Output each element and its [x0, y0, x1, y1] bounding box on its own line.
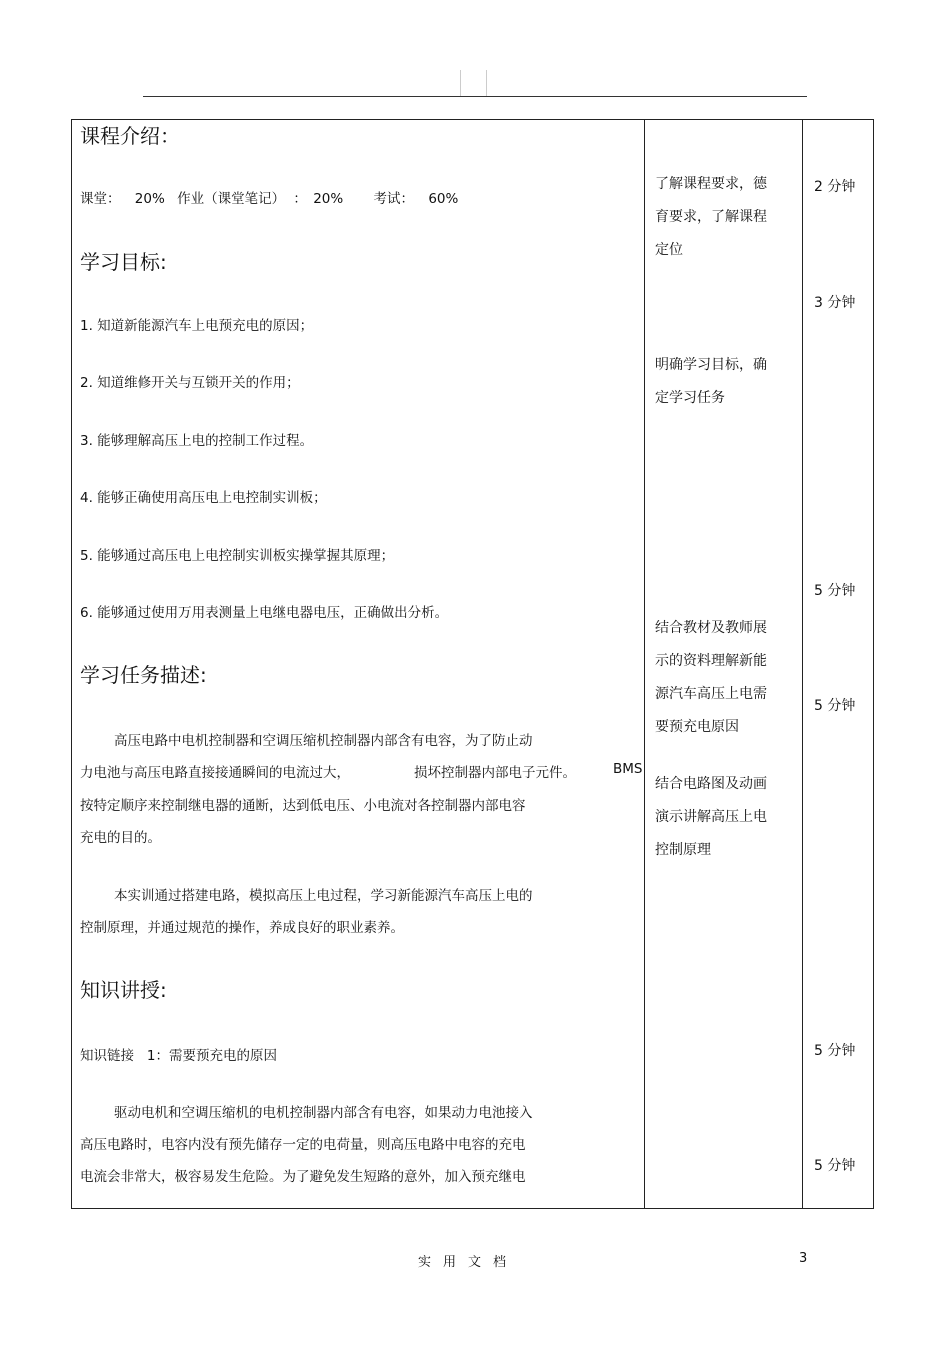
grading-line	[80, 187, 458, 207]
side-note-line: 定学习任务	[655, 390, 725, 406]
grading-exam-pct: 60%	[428, 191, 459, 207]
task-paragraph-line: 控制原理，并通过规范的操作，养成良好的职业素养。	[80, 920, 404, 936]
side-note-learning-goals	[655, 349, 767, 415]
side-note-line: 定位	[655, 242, 683, 258]
side-note-line: 结合教材及教师展	[655, 620, 767, 636]
page-number: 3	[799, 1251, 808, 1266]
objective-item: 2. 知道维修开关与互锁开关的作用；	[80, 375, 300, 391]
side-note-course-requirements	[655, 168, 767, 267]
grading-exam-label: 考试：	[373, 191, 415, 207]
time-allocation: 5 分钟	[814, 698, 856, 714]
course-heading: 课程介绍：	[80, 124, 180, 148]
task-paragraph-line: 损坏控制器内部电子元件。	[414, 765, 576, 781]
task-paragraph-line: 按特定顺序来控制继电器的通断，达到低电压、小电流对各控制器内部电容	[80, 798, 526, 814]
grading-colon: ：	[293, 191, 307, 207]
side-note-line: 控制原理	[655, 842, 711, 858]
task-paragraph-line: 力电池与高压电路直接接通瞬间的电流过大，	[80, 765, 350, 781]
time-allocation: 3 分钟	[814, 295, 856, 311]
header-mark-left	[460, 70, 461, 96]
task-paragraph-bms: BMS	[613, 761, 643, 777]
side-note-precharge-reason	[655, 612, 767, 744]
task-paragraph-line: 充电的目的。	[80, 830, 161, 846]
time-allocation: 5 分钟	[814, 1043, 856, 1059]
grading-hw-label: 作业（课堂笔记）	[177, 191, 286, 207]
knowledge-paragraph-line: 高压电路时，电容内没有预先储存一定的电荷量，则高压电路中电容的充电	[80, 1137, 526, 1153]
time-allocation: 5 分钟	[814, 583, 856, 599]
side-note-line: 演示讲解高压上电	[655, 809, 767, 825]
header-rule	[143, 96, 807, 97]
side-note-line: 源汽车高压上电需	[655, 686, 767, 702]
column-divider-2	[802, 119, 803, 1209]
side-note-line: 示的资料理解新能	[655, 653, 767, 669]
objective-item: 3. 能够理解高压上电的控制工作过程。	[80, 433, 314, 449]
side-note-line: 明确学习目标，确	[655, 357, 767, 373]
task-heading: 学习任务描述:	[80, 663, 207, 687]
grading-hw-pct: 20%	[313, 191, 344, 207]
side-note-line: 育要求，了解课程	[655, 209, 767, 225]
grading-class-pct: 20%	[134, 191, 165, 207]
objective-item: 5. 能够通过高压电上电控制实训板实操掌握其原理；	[80, 548, 395, 564]
objective-item: 4. 能够正确使用高压电上电控制实训板；	[80, 490, 327, 506]
task-paragraph-line: 高压电路中电机控制器和空调压缩机控制器内部含有电容，为了防止动	[114, 733, 533, 749]
side-note-line: 要预充电原因	[655, 719, 739, 735]
header-mark-right	[486, 70, 487, 96]
task-paragraph-line: 本实训通过搭建电路，模拟高压上电过程，学习新能源汽车高压上电的	[114, 888, 533, 904]
knowledge-heading: 知识讲授:	[80, 978, 167, 1002]
footer-label: 实用文档	[418, 1255, 519, 1270]
grading-class-label: 课堂：	[80, 191, 121, 207]
side-note-line: 了解课程要求，德	[655, 176, 767, 192]
time-allocation: 5 分钟	[814, 1158, 856, 1174]
knowledge-paragraph-line: 驱动电机和空调压缩机的电机控制器内部含有电容，如果动力电池接入	[114, 1105, 533, 1121]
objective-item: 6. 能够通过使用万用表测量上电继电器电压，正确做出分析。	[80, 605, 449, 621]
objective-item: 1. 知道新能源汽车上电预充电的原因；	[80, 318, 314, 334]
side-note-line: 结合电路图及动画	[655, 776, 767, 792]
column-divider-1	[644, 119, 645, 1209]
objectives-heading: 学习目标:	[80, 250, 167, 274]
time-allocation: 2 分钟	[814, 179, 856, 195]
side-note-control-principle	[655, 768, 767, 867]
knowledge-paragraph-line: 电流会非常大，极容易发生危险。为了避免发生短路的意外，加入预充继电	[80, 1169, 526, 1185]
knowledge-link: 知识链接 1：需要预充电的原因	[80, 1048, 277, 1064]
